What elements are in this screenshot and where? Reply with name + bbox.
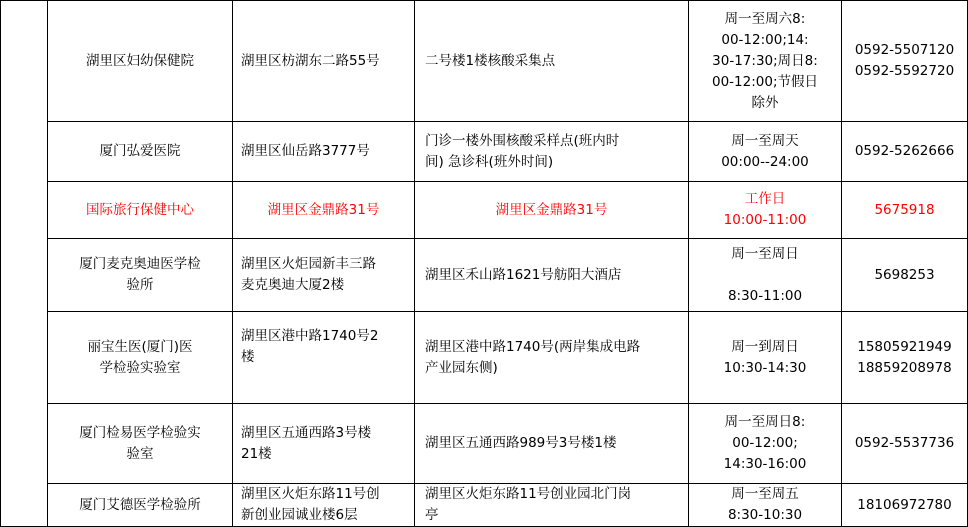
table-row (1, 239, 968, 312)
location-cell: 二号楼1楼核酸采集点 (415, 1, 689, 122)
hours-cell: 周一至周五 8:30-10:30 (689, 484, 842, 527)
location-cell: 门诊一楼外围核酸采样点(班内时 间) 急诊科(班外时间) (415, 122, 689, 182)
address-cell: 湖里区五通西路3号楼 21楼 (233, 404, 415, 484)
site-name-cell: 厦门弘爱医院 (48, 122, 233, 182)
site-name-cell: 丽宝生医(厦门)医 学检验实验室 (48, 312, 233, 404)
phone-cell: 0592-5262666 (842, 122, 968, 182)
hours-cell: 周一至周天 00:00--24:00 (689, 122, 842, 182)
phone-cell: 0592-5537736 (842, 404, 968, 484)
address-cell: 湖里区港中路1740号2 楼 (233, 312, 415, 404)
address-cell: 湖里区枋湖东二路55号 (233, 1, 415, 122)
hours-cell: 周一至周六8: 00-12:00;14: 30-17:30;周日8: 00-12:00;节假日 除外 (689, 1, 842, 122)
phone-cell: 0592-5507120 0592-5592720 (842, 1, 968, 122)
location-cell: 湖里区港中路1740号(两岸集成电路 产业园东侧) (415, 312, 689, 404)
table-row (1, 122, 968, 182)
hours-cell: 工作日 10:00-11:00 (689, 182, 842, 239)
phone-cell: 5675918 (842, 182, 968, 239)
phone-cell: 15805921949 18859208978 (842, 312, 968, 404)
location-cell: 湖里区金鼎路31号 (415, 182, 689, 239)
hours-cell: 周一至周日 8:30-11:00 (689, 239, 842, 312)
address-cell: 湖里区金鼎路31号 (233, 182, 415, 239)
phone-cell: 18106972780 (842, 484, 968, 527)
index-cell (1, 1, 48, 527)
site-name-cell: 厦门麦克奥迪医学检 验所 (48, 239, 233, 312)
table-row (1, 404, 968, 484)
location-cell: 湖里区禾山路1621号舫阳大酒店 (415, 239, 689, 312)
location-cell: 湖里区火炬东路11号创业园北门岗 亭 (415, 484, 689, 527)
phone-cell: 5698253 (842, 239, 968, 312)
address-cell: 湖里区火炬园新丰三路 麦克奥迪大厦2楼 (233, 239, 415, 312)
table-row (1, 312, 968, 404)
table-row (1, 1, 968, 122)
address-cell: 湖里区火炬东路11号创 新创业园诚业楼6层 (233, 484, 415, 527)
site-name-cell: 厦门艾德医学检验所 (48, 484, 233, 527)
site-name-cell: 湖里区妇幼保健院 (48, 1, 233, 122)
hours-cell: 周一到周日 10:30-14:30 (689, 312, 842, 404)
hours-cell: 周一至周日8: 00-12:00; 14:30-16:00 (689, 404, 842, 484)
address-cell: 湖里区仙岳路3777号 (233, 122, 415, 182)
location-cell: 湖里区五通西路989号3号楼1楼 (415, 404, 689, 484)
site-name-cell: 国际旅行保健中心 (48, 182, 233, 239)
site-name-cell: 厦门检易医学检验实 验室 (48, 404, 233, 484)
table-row (1, 182, 968, 239)
table-row (1, 484, 968, 527)
